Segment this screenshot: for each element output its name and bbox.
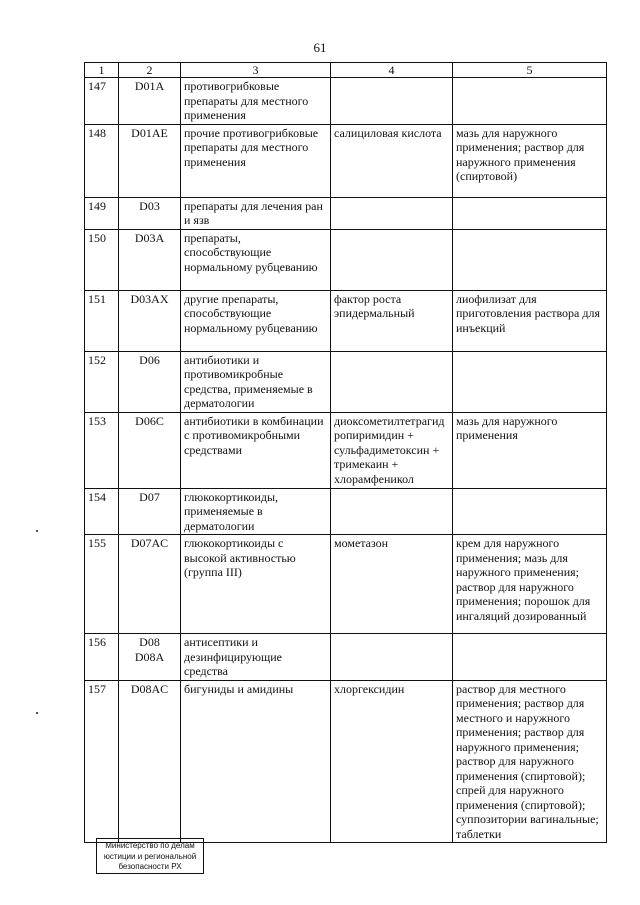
- active-substance: [331, 78, 453, 125]
- row-number: 147: [85, 78, 119, 125]
- atc-code: D08 D08A: [119, 634, 181, 681]
- anatomical-therapeutic-group: бигуниды и амидины: [181, 680, 331, 843]
- atc-code: D01A: [119, 78, 181, 125]
- atc-code: D08AC: [119, 680, 181, 843]
- column-header: 5: [453, 63, 607, 78]
- row-number: 157: [85, 680, 119, 843]
- row-number: 151: [85, 290, 119, 351]
- dosage-form: раствор для местного применения; раствор для местного и наружного применения; раствор для наружного применения; раствор для наружного применения (спиртовой); спрей для наружного применения (спиртовой); суппозитории вагинальные; таблетки: [453, 680, 607, 843]
- stamp-line: юстиции и региональной: [103, 851, 197, 861]
- dosage-form: [453, 351, 607, 412]
- row-number: 150: [85, 229, 119, 290]
- table-header-row: [85, 63, 607, 78]
- anatomical-therapeutic-group: антисептики и дезинфицирующие средства: [181, 634, 331, 681]
- atc-code: D07: [119, 488, 181, 535]
- stamp-line: безопасности РХ: [118, 862, 182, 871]
- anatomical-therapeutic-group: препараты, способствующие нормальному рубцеванию: [181, 229, 331, 290]
- ministry-stamp: [96, 838, 204, 874]
- row-number: 149: [85, 197, 119, 229]
- active-substance: салициловая кислота: [331, 124, 453, 197]
- atc-code: D06: [119, 351, 181, 412]
- row-number: 155: [85, 535, 119, 634]
- anatomical-therapeutic-group: глюкокортикоиды с высокой активностью (группа III): [181, 535, 331, 634]
- table-row: [85, 634, 607, 681]
- column-header: 1: [85, 63, 119, 78]
- column-header: 4: [331, 63, 453, 78]
- anatomical-therapeutic-group: глюкокортикоиды, применяемые в дерматологии: [181, 488, 331, 535]
- table-row: [85, 197, 607, 229]
- dosage-form: мазь для наружного применения: [453, 412, 607, 488]
- table-row: [85, 124, 607, 197]
- page-number: 61: [313, 40, 327, 55]
- column-header: 2: [119, 63, 181, 78]
- table-row: [85, 78, 607, 125]
- table-row: [85, 290, 607, 351]
- dosage-form: [453, 78, 607, 125]
- dosage-form: [453, 634, 607, 681]
- dosage-form: лиофилизат для приготовления раствора для инъекций: [453, 290, 607, 351]
- atc-code: D01AE: [119, 124, 181, 197]
- table-row: [85, 488, 607, 535]
- atc-code: D03AX: [119, 290, 181, 351]
- atc-code: D03: [119, 197, 181, 229]
- dosage-form: мазь для наружного применения; раствор для наружного применения (спиртовой): [453, 124, 607, 197]
- active-substance: мометазон: [331, 535, 453, 634]
- anatomical-therapeutic-group: препараты для лечения ран и язв: [181, 197, 331, 229]
- medicines-table: [84, 62, 607, 843]
- active-substance: [331, 197, 453, 229]
- table-row: [85, 351, 607, 412]
- table-row: [85, 412, 607, 488]
- row-number: 154: [85, 488, 119, 535]
- active-substance: хлоргексидин: [331, 680, 453, 843]
- active-substance: диоксометилтетрагидропиримидин + сульфадиметоксин + тримекаин + хлорамфеникол: [331, 412, 453, 488]
- row-number: 153: [85, 412, 119, 488]
- active-substance: [331, 488, 453, 535]
- dosage-form: [453, 488, 607, 535]
- anatomical-therapeutic-group: противогрибковые препараты для местного применения: [181, 78, 331, 125]
- scan-speck: [36, 712, 38, 714]
- anatomical-therapeutic-group: антибиотики и противомикробные средства, применяемые в дерматологии: [181, 351, 331, 412]
- table-row: [85, 535, 607, 634]
- stamp-line: Министерство по делам: [105, 841, 195, 850]
- dosage-form: [453, 197, 607, 229]
- table-row: [85, 229, 607, 290]
- atc-code: D03A: [119, 229, 181, 290]
- active-substance: [331, 634, 453, 681]
- active-substance: [331, 351, 453, 412]
- dosage-form: крем для наружного применения; мазь для наружного применения; раствор для наружного применения; порошок для ингаляций дозированный: [453, 535, 607, 634]
- table-row: [85, 680, 607, 843]
- atc-code: D07AC: [119, 535, 181, 634]
- active-substance: [331, 229, 453, 290]
- scan-speck: [36, 530, 38, 532]
- anatomical-therapeutic-group: другие препараты, способствующие нормальному рубцеванию: [181, 290, 331, 351]
- active-substance: фактор роста эпидермальный: [331, 290, 453, 351]
- row-number: 148: [85, 124, 119, 197]
- row-number: 152: [85, 351, 119, 412]
- row-number: 156: [85, 634, 119, 681]
- anatomical-therapeutic-group: антибиотики в комбинации с противомикробными средствами: [181, 412, 331, 488]
- dosage-form: [453, 229, 607, 290]
- column-header: 3: [181, 63, 331, 78]
- anatomical-therapeutic-group: прочие противогрибковые препараты для местного применения: [181, 124, 331, 197]
- atc-code: D06C: [119, 412, 181, 488]
